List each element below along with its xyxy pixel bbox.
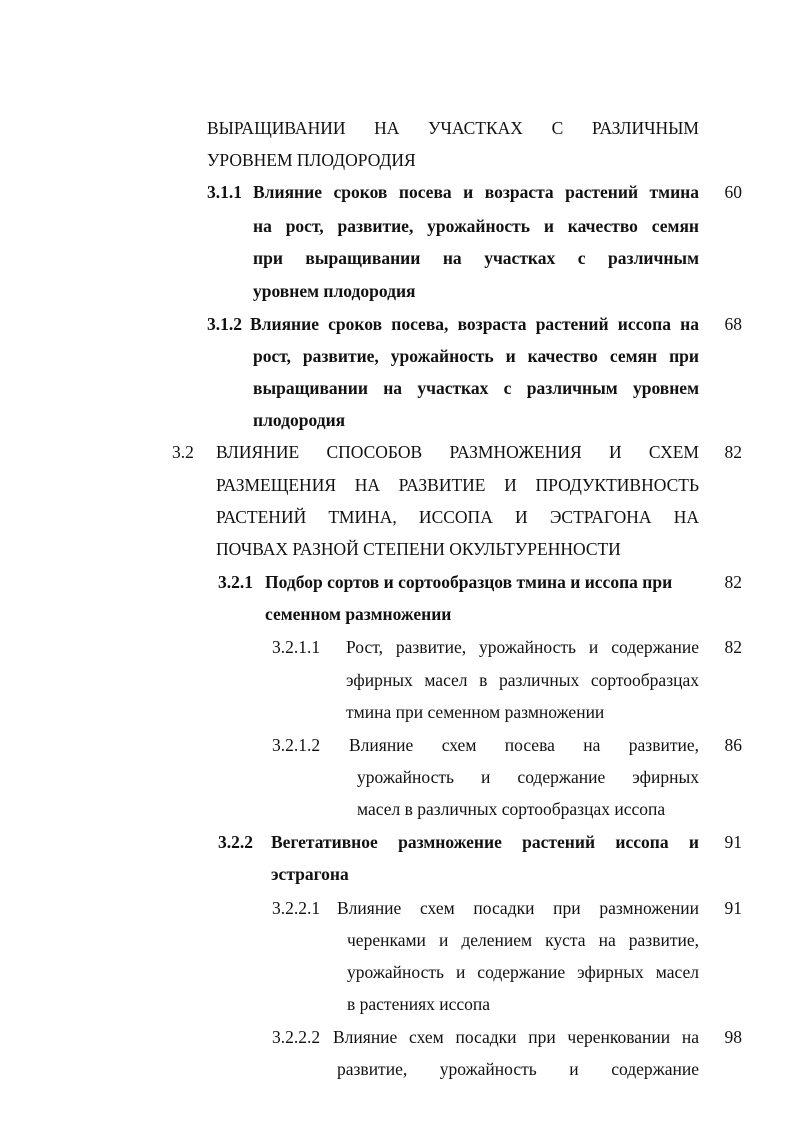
toc-entry-title-line: плодородия	[253, 410, 346, 430]
toc-entry-page: 86	[724, 735, 742, 755]
toc-entry-title-line: рост, развитие, урожайность и качество семян при	[253, 346, 699, 366]
toc-entry-title-line: ВЛИЯНИЕ СПОСОБОВ РАЗМНОЖЕНИЯ И СХЕМ	[216, 442, 699, 462]
toc-entry-page: 82	[724, 442, 742, 462]
toc-entry-page: 82	[724, 572, 742, 592]
toc-entry-title-line: развитие, урожайность и содержание	[337, 1059, 699, 1079]
toc-entry-title-line: РАСТЕНИЙ ТМИНА, ИССОПА И ЭСТРАГОНА НА	[216, 507, 699, 527]
toc-entry-title-line: эстрагона	[271, 864, 349, 884]
toc-entry-page: 98	[724, 1027, 742, 1047]
toc-entry-title-line: урожайность и содержание эфирных масел	[347, 962, 699, 982]
toc-entry-number: 3.2.2.1	[272, 898, 321, 918]
toc-intro-line: ВЫРАЩИВАНИИ НА УЧАСТКАХ С РАЗЛИЧНЫМ	[207, 118, 699, 138]
toc-entry-title-line: семенном размножении	[265, 604, 452, 624]
toc-entry-title-line: РАЗМЕЩЕНИЯ НА РАЗВИТИЕ И ПРОДУКТИВНОСТЬ	[216, 475, 699, 495]
toc-entry-title-line: ПОЧВАХ РАЗНОЙ СТЕПЕНИ ОКУЛЬТУРЕННОСТИ	[216, 539, 621, 559]
toc-entry-number: 3.1.2	[207, 314, 242, 334]
toc-entry-number: 3.2	[172, 442, 194, 462]
toc-entry-page: 60	[724, 182, 742, 202]
toc-entry-number: 3.1.1	[207, 182, 242, 202]
toc-entry-title-line: эфирных масел в различных сортообразцах	[346, 670, 699, 690]
toc-entry-page: 68	[724, 314, 742, 334]
toc-entry-number: 3.2.1	[218, 572, 253, 592]
toc-entry-title-line: Влияние схем посадки при размножении	[337, 898, 699, 918]
toc-entry-page: 91	[724, 898, 742, 918]
toc-entry-title-line: урожайность и содержание эфирных	[357, 767, 699, 787]
toc-entry-number: 3.2.2.2	[272, 1027, 321, 1047]
toc-entry-title-line: Вегетативное размножение растений иссопа и	[271, 832, 699, 852]
toc-entry-number: 3.2.1.1	[272, 637, 321, 657]
toc-entry-title-line: Влияние схем посева на развитие,	[349, 735, 699, 755]
toc-entry-title-line: тмина при семенном размножении	[346, 702, 605, 722]
toc-entry-title-line: масел в различных сортообразцах иссопа	[357, 799, 666, 819]
toc-entry-title-line: выращивании на участках с различным уровнем	[253, 378, 699, 398]
toc-entry-number: 3.2.2	[218, 832, 253, 852]
toc-entry-number: 3.2.1.2	[272, 735, 321, 755]
toc-entry-title-line: на рост, развитие, урожайность и качество семян	[253, 216, 699, 236]
toc-entry-title-line: в растениях иссопа	[347, 994, 491, 1014]
toc-entry-title-line: Подбор сортов и сортообразцов тмина и иссопа при	[265, 572, 673, 592]
toc-entry-title-line: Рост, развитие, урожайность и содержание	[346, 637, 699, 657]
toc-intro-line: УРОВНЕМ ПЛОДОРОДИЯ	[207, 150, 416, 170]
toc-entry-title-line: Влияние сроков посева и возраста растений тмина	[253, 182, 699, 202]
toc-entry-title-line: Влияние сроков посева, возраста растений иссопа на	[250, 314, 699, 334]
toc-entry-title-line: черенками и делением куста на развитие,	[347, 930, 699, 950]
toc-entry-title-line: при выращивании на участках с различным	[253, 248, 699, 268]
toc-entry-title-line: уровнем плодородия	[253, 281, 416, 301]
toc-entry-title-line: Влияние схем посадки при черенковании на	[333, 1027, 699, 1047]
toc-entry-page: 82	[724, 637, 742, 657]
toc-entry-page: 91	[724, 832, 742, 852]
